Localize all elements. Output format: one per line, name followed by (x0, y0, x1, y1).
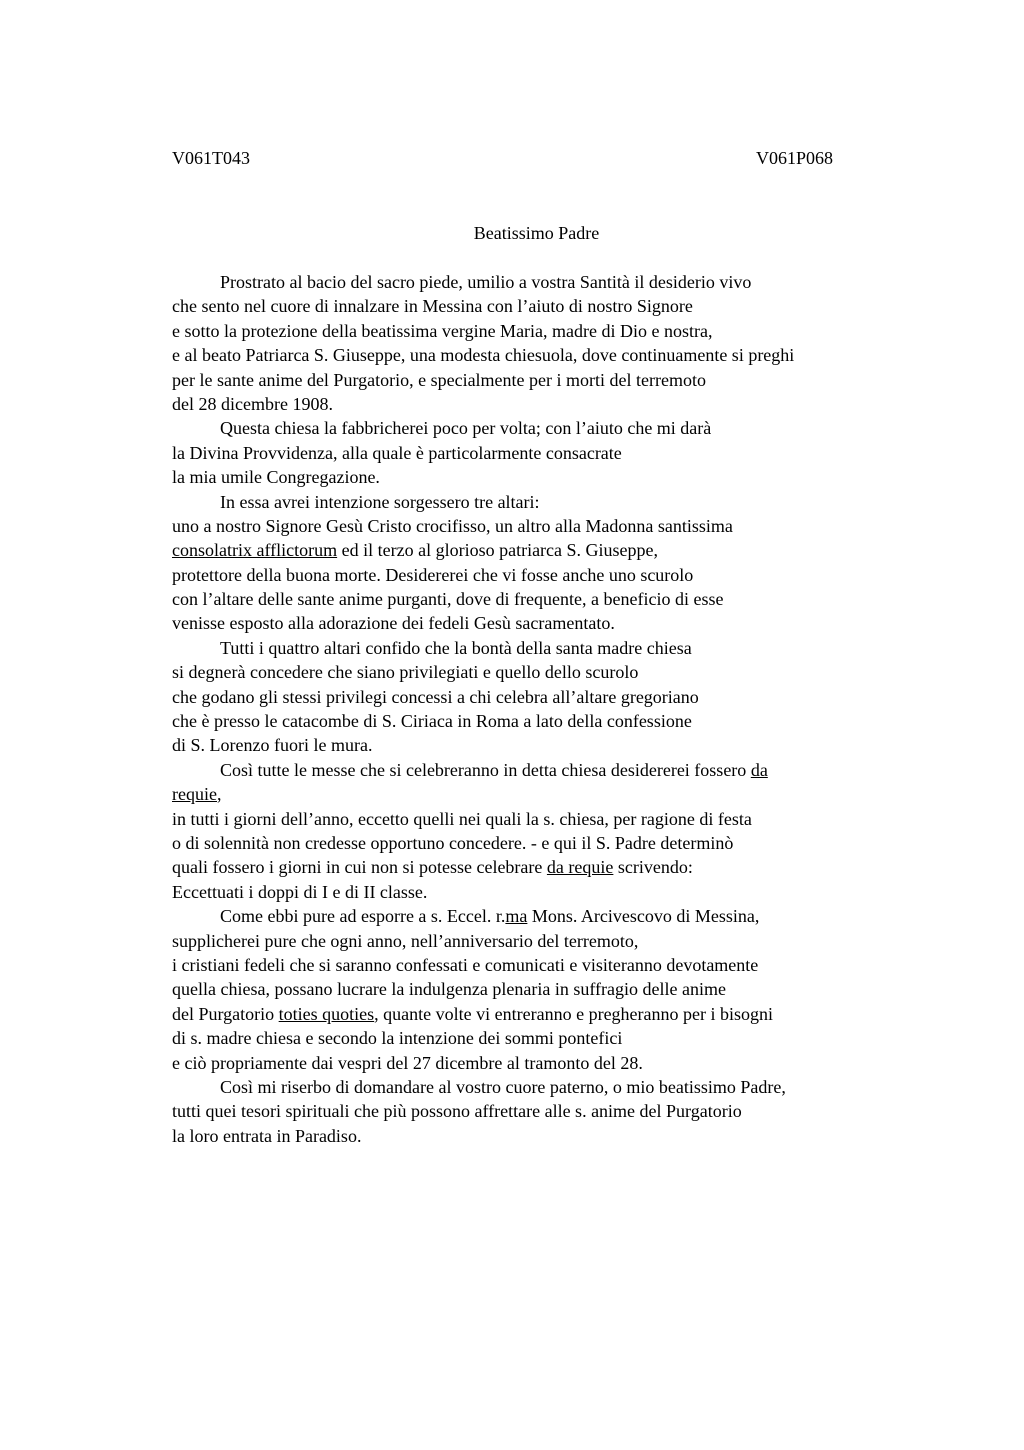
text-segment: Eccettuati i doppi di I e di II classe. (172, 881, 428, 902)
text-segment: Tutti i quattro altari confido che la bontà della santa madre chiesa (220, 637, 692, 658)
text-segment: si degnerà concedere che siano privilegiati e quello dello scurolo (172, 662, 639, 683)
text-line (172, 319, 972, 343)
text-segment: di S. Lorenzo fuori le mura. (172, 735, 373, 756)
text-line (172, 636, 972, 660)
text-line (172, 1002, 972, 1026)
text-line (172, 880, 972, 904)
text-line (172, 685, 972, 709)
text-line (172, 855, 972, 879)
text-segment: venisse esposto alla adorazione dei fedeli Gesù sacramentato. (172, 613, 615, 634)
letter-salutation: Beatissimo Padre (473, 223, 600, 243)
text-line (172, 831, 972, 855)
document-code-left: V061T043 (172, 148, 250, 168)
text-line (172, 368, 972, 392)
text-segment: la mia umile Congregazione. (172, 467, 380, 488)
text-segment: Così mi riserbo di domandare al vostro cuore paterno, o mio beatissimo Padre, (220, 1076, 786, 1097)
text-segment: quali fossero i giorni in cui non si potesse celebrare (172, 857, 547, 878)
text-line (172, 490, 972, 514)
text-segment: con l’altare delle sante anime purganti, dove di frequente, a beneficio di esse (172, 589, 724, 610)
underlined-phrase: da requie (546, 857, 614, 878)
text-segment: , (216, 784, 222, 805)
text-line (172, 1026, 972, 1050)
text-segment: quella chiesa, possano lucrare la indulgenza plenaria in suffragio delle anime (172, 979, 726, 1000)
text-segment: protettore della buona morte. Desidererei che vi fosse anche uno scurolo (172, 564, 694, 585)
document-code-right: V061P068 (756, 148, 834, 168)
text-segment: del Purgatorio (172, 1003, 279, 1024)
text-segment: Come ebbi pure ad esporre a s. Eccel. r. (220, 906, 506, 927)
text-segment: del 28 dicembre 1908. (172, 393, 333, 414)
text-line (172, 294, 972, 318)
text-line (172, 709, 972, 733)
text-line (172, 1075, 972, 1099)
text-line (172, 392, 972, 416)
text-segment: Mons. Arcivescovo di Messina, (527, 906, 760, 927)
text-line (172, 343, 972, 367)
text-segment: la loro entrata in Paradiso. (172, 1125, 362, 1146)
text-segment: scrivendo: (613, 857, 693, 878)
text-segment: i cristiani fedeli che si saranno confessati e comunicati e visiteranno devotamente (172, 954, 759, 975)
text-line (172, 538, 972, 562)
text-segment: che è presso le catacombe di S. Ciriaca in Roma a lato della confessione (172, 711, 692, 732)
text-line (172, 611, 972, 635)
text-line (172, 782, 972, 806)
text-segment: che sento nel cuore di innalzare in Messina con l’aiuto di nostro Signore (172, 296, 693, 317)
text-segment: la Divina Provvidenza, alla quale è particolarmente consacrate (172, 442, 622, 463)
text-line (172, 953, 972, 977)
text-line (172, 441, 972, 465)
text-line (172, 977, 972, 1001)
underlined-phrase: consolatrix afflictorum (172, 540, 338, 561)
text-segment: , quante volte vi entreranno e pregheranno per i bisogni (374, 1003, 774, 1024)
text-line (172, 1124, 972, 1148)
text-line (172, 904, 972, 928)
text-segment: tutti quei tesori spirituali che più possono affrettare alle s. anime del Purgatorio (172, 1101, 742, 1122)
text-line (172, 660, 972, 684)
text-line (172, 1099, 972, 1123)
text-line (172, 465, 972, 489)
letter-body (172, 270, 972, 1148)
text-segment: Prostrato al bacio del sacro piede, umilio a vostra Santità il desiderio vivo (220, 272, 752, 292)
text-line (172, 514, 972, 538)
text-line (172, 270, 972, 294)
text-segment: o di solennità non credesse opportuno concedere. - e qui il S. Padre determinò (172, 832, 734, 853)
underlined-phrase: da (750, 759, 768, 780)
text-segment: e al beato Patriarca S. Giuseppe, una modesta chiesuola, dove continuamente si preghi (172, 345, 795, 366)
text-segment: per le sante anime del Purgatorio, e specialmente per i morti del terremoto (172, 369, 706, 390)
underlined-phrase: requie (172, 784, 217, 805)
text-line (172, 929, 972, 953)
text-segment: ed il terzo al glorioso patriarca S. Giuseppe, (337, 540, 659, 561)
text-line (172, 587, 972, 611)
text-segment: In essa avrei intenzione sorgessero tre altari: (220, 491, 540, 512)
text-line (172, 1051, 972, 1075)
text-segment: supplicherei pure che ogni anno, nell’anniversario del terremoto, (172, 930, 639, 951)
text-line (172, 807, 972, 831)
text-segment: e sotto la protezione della beatissima vergine Maria, madre di Dio e nostra, (172, 320, 713, 341)
text-segment: Questa chiesa la fabbricherei poco per volta; con l’aiuto che mi darà (220, 418, 712, 439)
text-line (172, 733, 972, 757)
text-segment: e ciò propriamente dai vespri del 27 dicembre al tramonto del 28. (172, 1052, 643, 1073)
underlined-phrase: ma (505, 906, 528, 927)
text-line (172, 758, 972, 782)
text-segment: in tutti i giorni dell’anno, eccetto quelli nei quali la s. chiesa, per ragione di festa (172, 808, 752, 829)
underlined-phrase: toties quoties (278, 1003, 375, 1024)
text-segment: Così tutte le messe che si celebreranno in detta chiesa desidererei fossero (220, 759, 751, 780)
text-segment: che godano gli stessi privilegi concessi a chi celebra all’altare gregoriano (172, 686, 699, 707)
text-line (172, 416, 972, 440)
text-segment: uno a nostro Signore Gesù Cristo crocifisso, un altro alla Madonna santissima (172, 515, 733, 536)
text-segment: di s. madre chiesa e secondo la intenzione dei sommi pontefici (172, 1028, 623, 1049)
text-line (172, 563, 972, 587)
